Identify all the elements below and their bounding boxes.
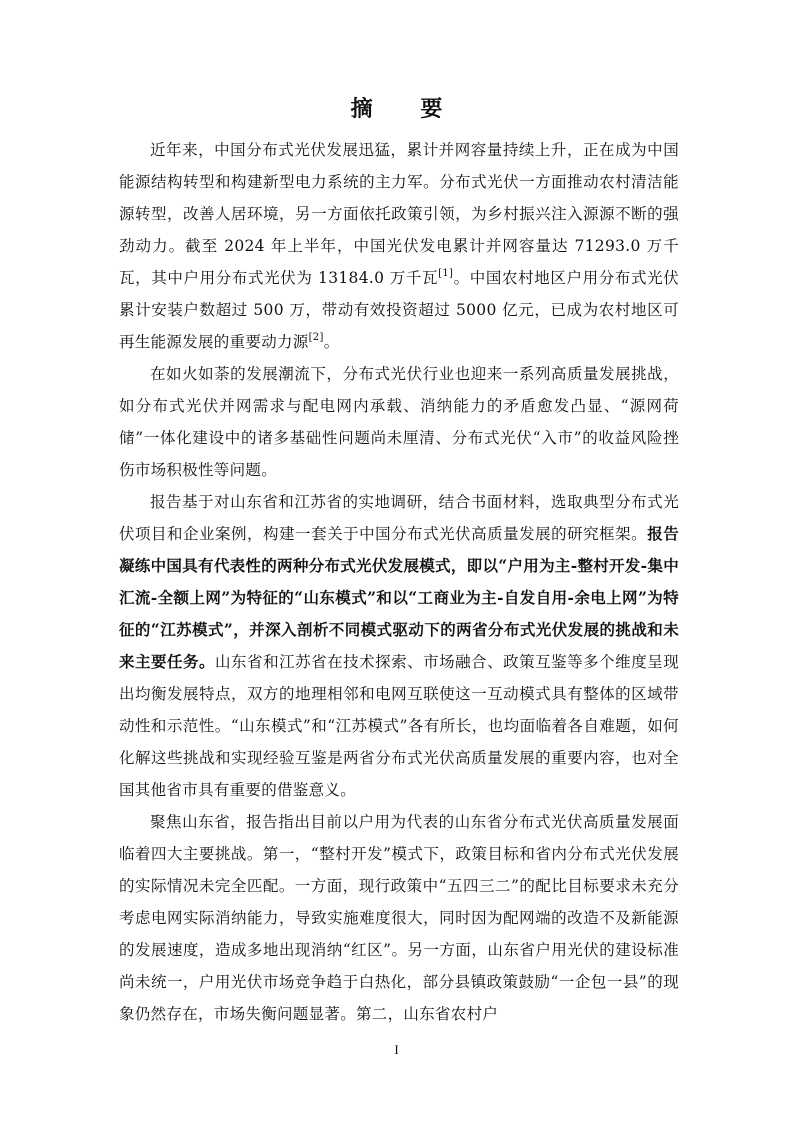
paragraph-1-text-b: 。中国农村地区户用分布式光伏累计安装户数超过 500 万，带动有效投资超过 5000 亿元，已成为农村地区可再生能源发展的重要动力源: [119, 269, 679, 351]
paragraph-3: [119, 486, 679, 806]
paragraph-1-text-c: 。: [323, 333, 340, 351]
paragraph-1: [119, 134, 679, 358]
paragraph-2: 在如火如荼的发展潮流下，分布式光伏行业也迎来一系列高质量发展挑战，如分布式光伏并网需求与配电网内承载、消纳能力的矛盾愈发凸显、“源网荷储”一体化建设中的诸多基础性问题尚未厘清、分布式光伏“入市”的收益风险挫伤市场积极性等问题。: [119, 365, 679, 479]
document-body: [119, 134, 679, 1030]
page-title: 摘 要: [350, 96, 463, 122]
citation-1: [1]: [438, 268, 454, 279]
paragraph-4: 聚焦山东省，报告指出目前以户用为代表的山东省分布式光伏高质量发展面临着四大主要挑战。第一，“整村开发”模式下，政策目标和省内分布式光伏发展的实际情况未完全匹配。一方面，现行政策中“五四三二”的配比目标要求未充分考虑电网实际消纳能力，导致实施难度很大，同时因为配网端的改造不及新能源的发展速度，造成多地出现消纳“红区”。另一方面，山东省户用光伏的建设标准尚未统一，户用光伏市场竞争趋于白热化，部分县镇政策鼓励“一企包一县”的现象仍然存在，市场失衡问题显著。第二，山东省农村户: [119, 813, 679, 1023]
page-number: I: [394, 1042, 399, 1057]
paragraph-3-bold: 报告凝练中国具有代表性的两种分布式光伏发展模式，即以“户用为主-整村开发-集中汇流-全额上网”为特征的“山东模式”和以“工商业为主-自发自用-余电上网”为特征的“江苏模式”，并深入剖析不同模式驱动下的两省分布式光伏发展的挑战和未来主要任务。: [119, 524, 679, 671]
paragraph-3-tail: 山东省和江苏省在技术探索、市场融合、政策互鉴等多个维度呈现出均衡发展特点，双方的地理相邻和电网互联使这一互动模式具有整体的区域带动性和示范性。“山东模式”和“江苏模式”各有所长，也均面临着各自难题，如何化解这些挑战和实现经验互鉴是两省分布式光伏高质量发展的重要内容，也对全国其他省市具有重要的借鉴意义。: [119, 653, 680, 799]
citation-2: [2]: [308, 332, 324, 343]
paragraph-1-text-a: 近年来，中国分布式光伏发展迅猛，累计并网容量持续上升，正在成为中国能源结构转型和构建新型电力系统的主力军。分布式光伏一方面推动农村清洁能源转型，改善人居环境，另一方面依托政策引领，为乡村振兴注入源源不断的强劲动力。截至 2024 年上半年，中国光伏发电累计并网容量达 71293.0 万千瓦，其中户用分布式光伏为 13184.0 万千瓦: [119, 141, 679, 287]
paragraph-3-lead: 报告基于对山东省和江苏省的实地调研，结合书面材料，选取典型分布式光伏项目和企业案例，构建一套关于中国分布式光伏高质量发展的研究框架。: [119, 493, 679, 543]
